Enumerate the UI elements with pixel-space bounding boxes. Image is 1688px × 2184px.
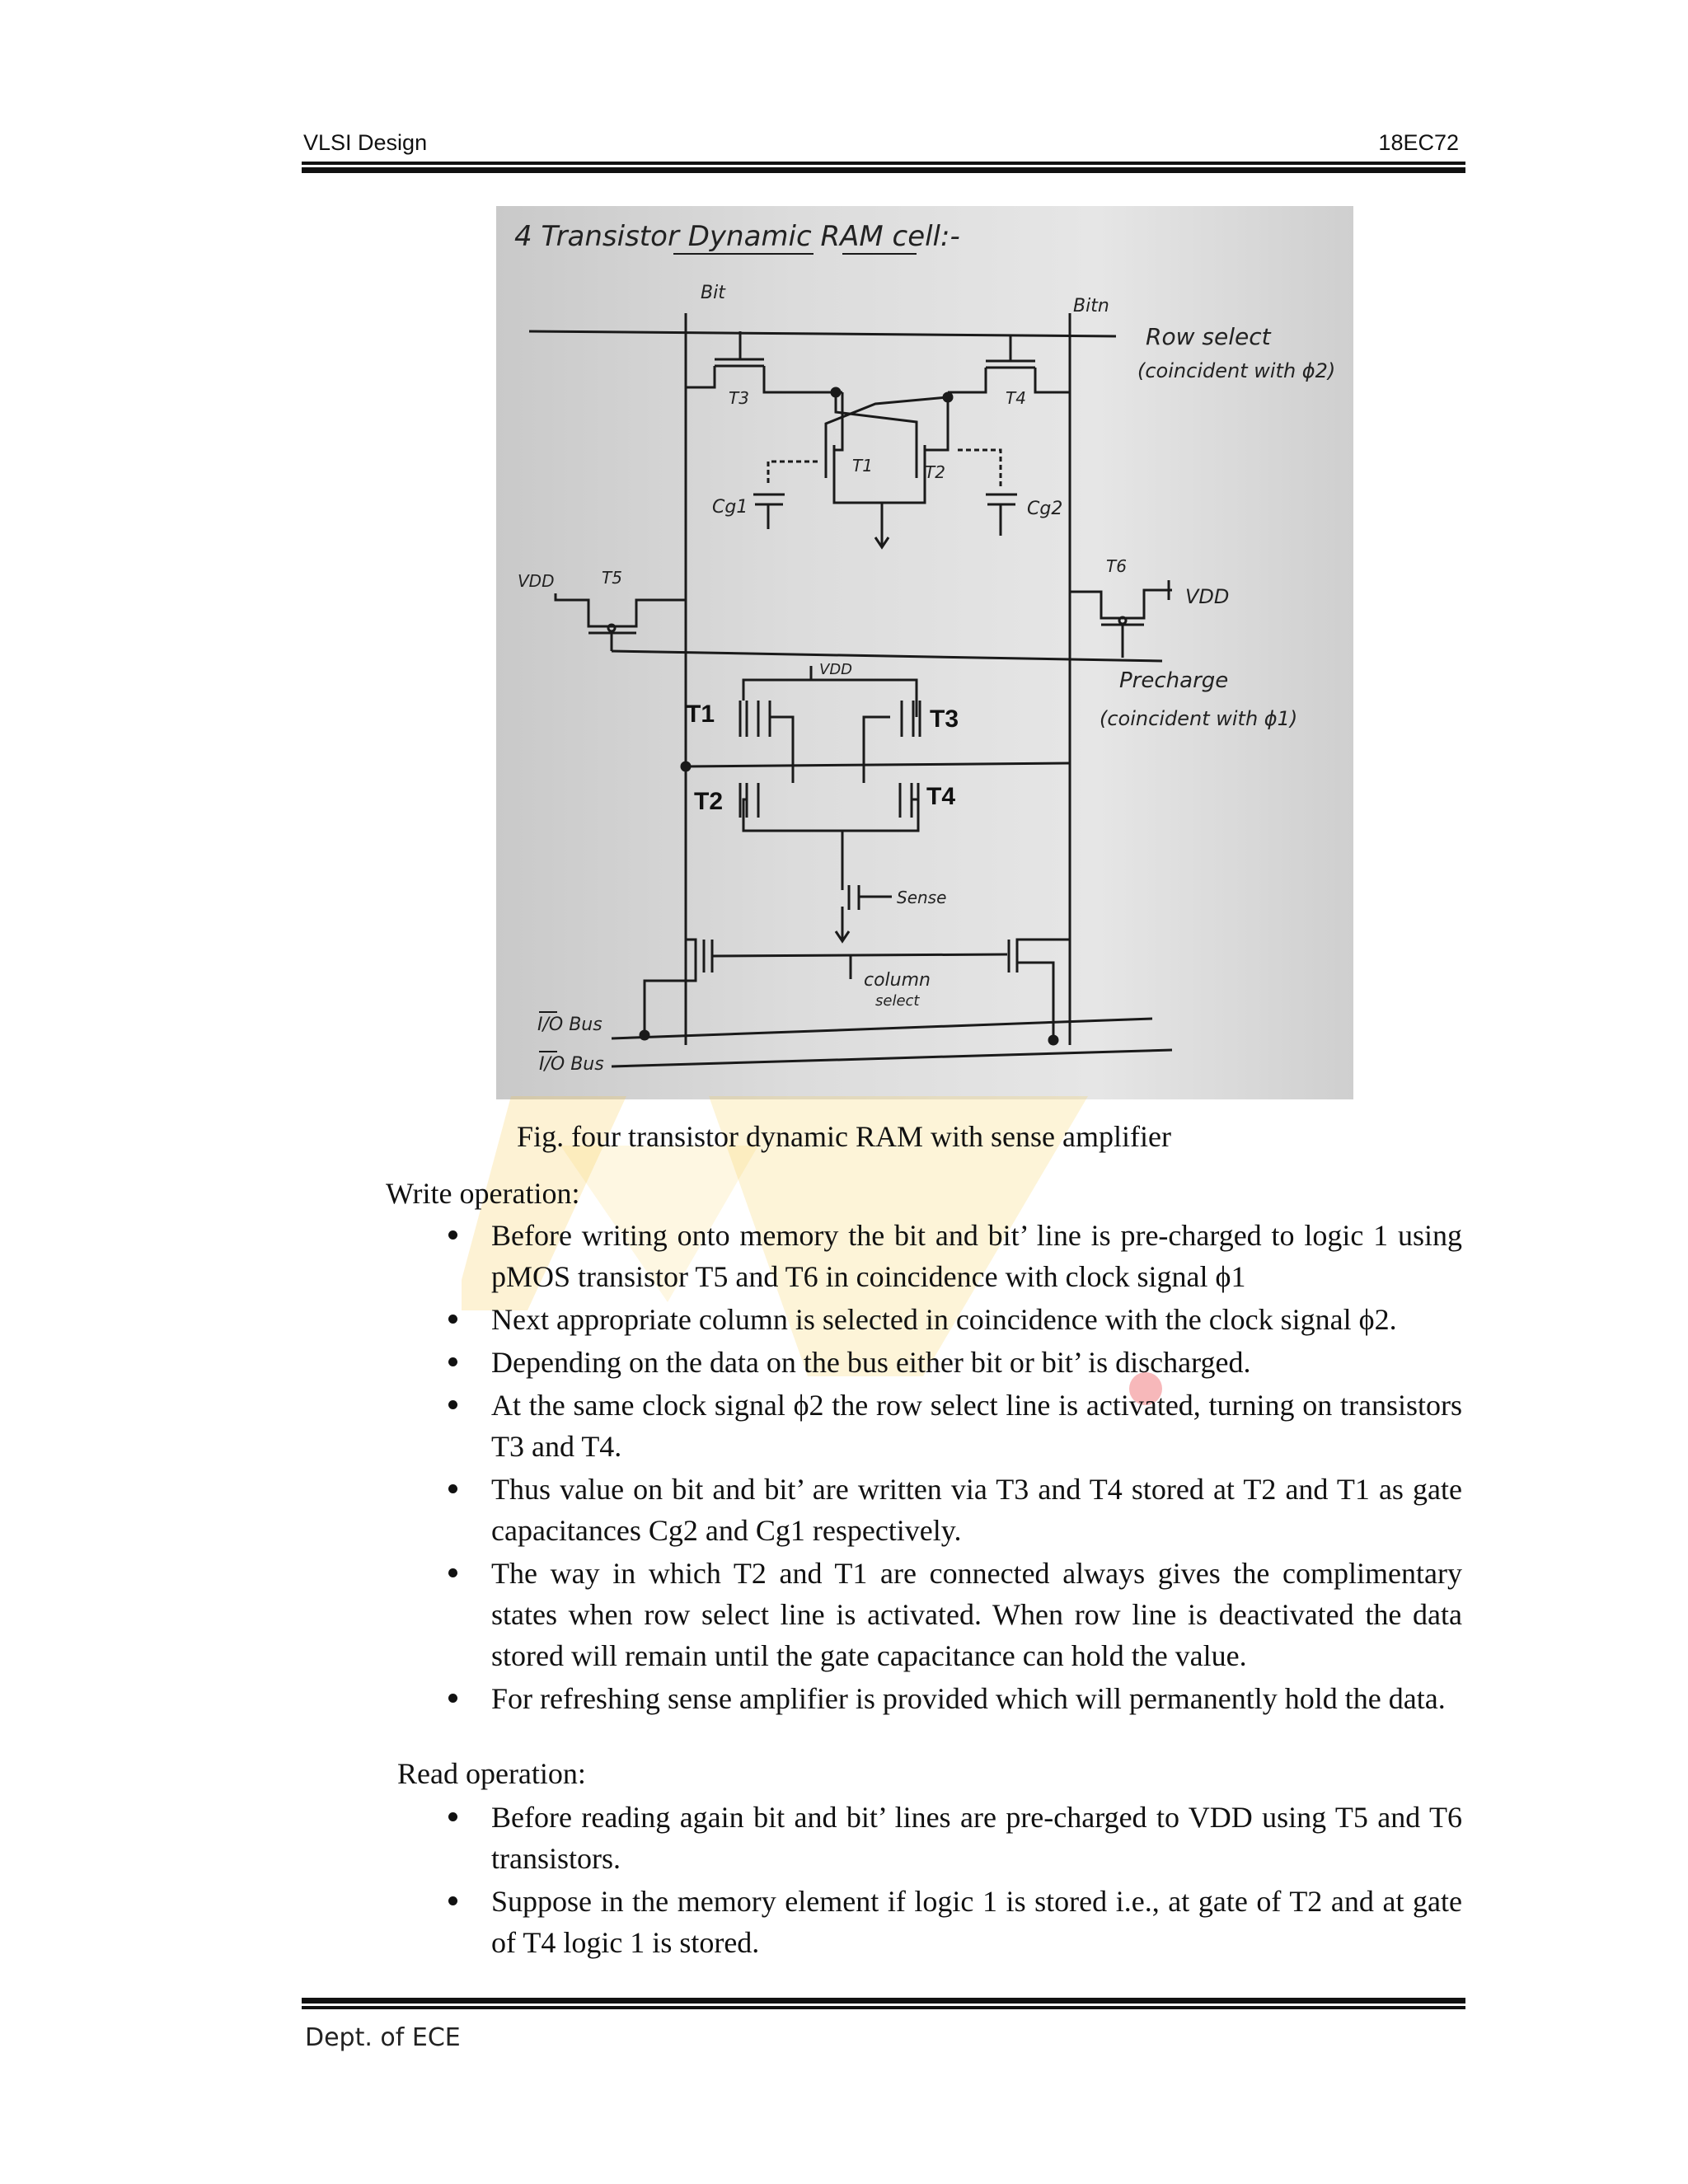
header-course-title: VLSI Design	[303, 130, 428, 155]
row-select-line	[529, 331, 1116, 336]
precharge-note: (coincident with ϕ1)	[1100, 707, 1298, 730]
io-bus-bar-label: I/O Bus	[539, 1054, 604, 1075]
vdd-left-label: VDD	[518, 571, 555, 591]
list-item: Depending on the data on the bus either bit or bit’ is discharged.	[437, 1342, 1462, 1383]
bit-label: Bit	[701, 283, 725, 303]
row-select-note: (coincident with ϕ2)	[1137, 359, 1336, 382]
bit-bar-label: Bitn	[1073, 296, 1109, 316]
sense-bus-line	[686, 763, 1070, 766]
list-item: Suppose in the memory element if logic 1 is stored i.e., at gate of T2 and at gate of T4 logic 1 is stored.	[437, 1881, 1462, 1963]
t5-label: T5	[602, 568, 622, 588]
figure-caption: Fig. four transistor dynamic RAM with sense amplifier	[517, 1120, 1171, 1153]
footer-rule	[302, 2006, 1465, 2009]
list-item: For refreshing sense amplifier is provided which will permanently hold the data.	[437, 1678, 1462, 1719]
list-item: At the same clock signal ϕ2 the row select line is activated, turning on transistors T3 and T4.	[437, 1385, 1462, 1467]
t2-label: T2	[925, 462, 945, 482]
list-item: The way in which T2 and T1 are connected always gives the complimentary states when row select line is activated. When row line is deactivated the data stored will remain until the gate capacitance can hold the value.	[437, 1553, 1462, 1676]
sa-t3-label: T3	[930, 705, 959, 733]
circuit-figure	[496, 206, 1353, 1099]
read-operation-list	[437, 1797, 1462, 1965]
io-bus-bar-line	[612, 1050, 1172, 1066]
figure-title: 4 Transistor Dynamic RAM cell:-	[514, 220, 960, 253]
footer-department: Dept. of ECE	[305, 2023, 461, 2052]
cg1-label: Cg1	[712, 497, 748, 518]
io-bus-line	[612, 1019, 1152, 1038]
sa-t2-label: T2	[694, 788, 724, 815]
vdd-mid-label: VDD	[819, 661, 853, 678]
header-rule	[302, 162, 1465, 165]
sa-t1-label: T1	[686, 701, 715, 728]
row-select-label: Row select	[1146, 323, 1271, 350]
header-rule-thick	[302, 167, 1465, 173]
footer-rule-thick	[302, 1998, 1465, 2004]
column-select-line	[712, 954, 1007, 956]
list-item: Thus value on bit and bit’ are written via T3 and T4 stored at T2 and T1 as gate capacitances Cg2 and Cg1 respectively.	[437, 1469, 1462, 1551]
list-item: Next appropriate column is selected in coincidence with the clock signal ϕ2.	[437, 1299, 1462, 1340]
t6-label: T6	[1106, 556, 1127, 576]
list-item: Before writing onto memory the bit and bit’ line is pre-charged to logic 1 using pMOS transistor T5 and T6 in coincidence with clock signal ϕ1	[437, 1215, 1462, 1297]
io-bus-label: I/O Bus	[537, 1015, 603, 1035]
precharge-label: Precharge	[1119, 668, 1229, 693]
read-operation-heading: Read operation:	[397, 1757, 586, 1790]
sa-t4-label: T4	[926, 783, 956, 810]
cg2-label: Cg2	[1027, 499, 1063, 519]
header-course-code: 18EC72	[1378, 130, 1459, 155]
t4-label: T4	[1006, 388, 1026, 408]
write-operation-list	[437, 1215, 1462, 1721]
t1-label: T1	[852, 456, 873, 476]
precharge-line	[612, 651, 1162, 661]
column-select-label: column	[864, 970, 931, 991]
vdd-right-label: VDD	[1185, 585, 1230, 608]
list-item: Before reading again bit and bit’ lines are pre-charged to VDD using T5 and T6 transistors.	[437, 1797, 1462, 1879]
write-operation-heading: Write operation:	[386, 1177, 580, 1210]
sense-label: Sense	[897, 888, 947, 907]
column-select-note: select	[875, 992, 920, 1010]
t3-label: T3	[729, 388, 749, 408]
